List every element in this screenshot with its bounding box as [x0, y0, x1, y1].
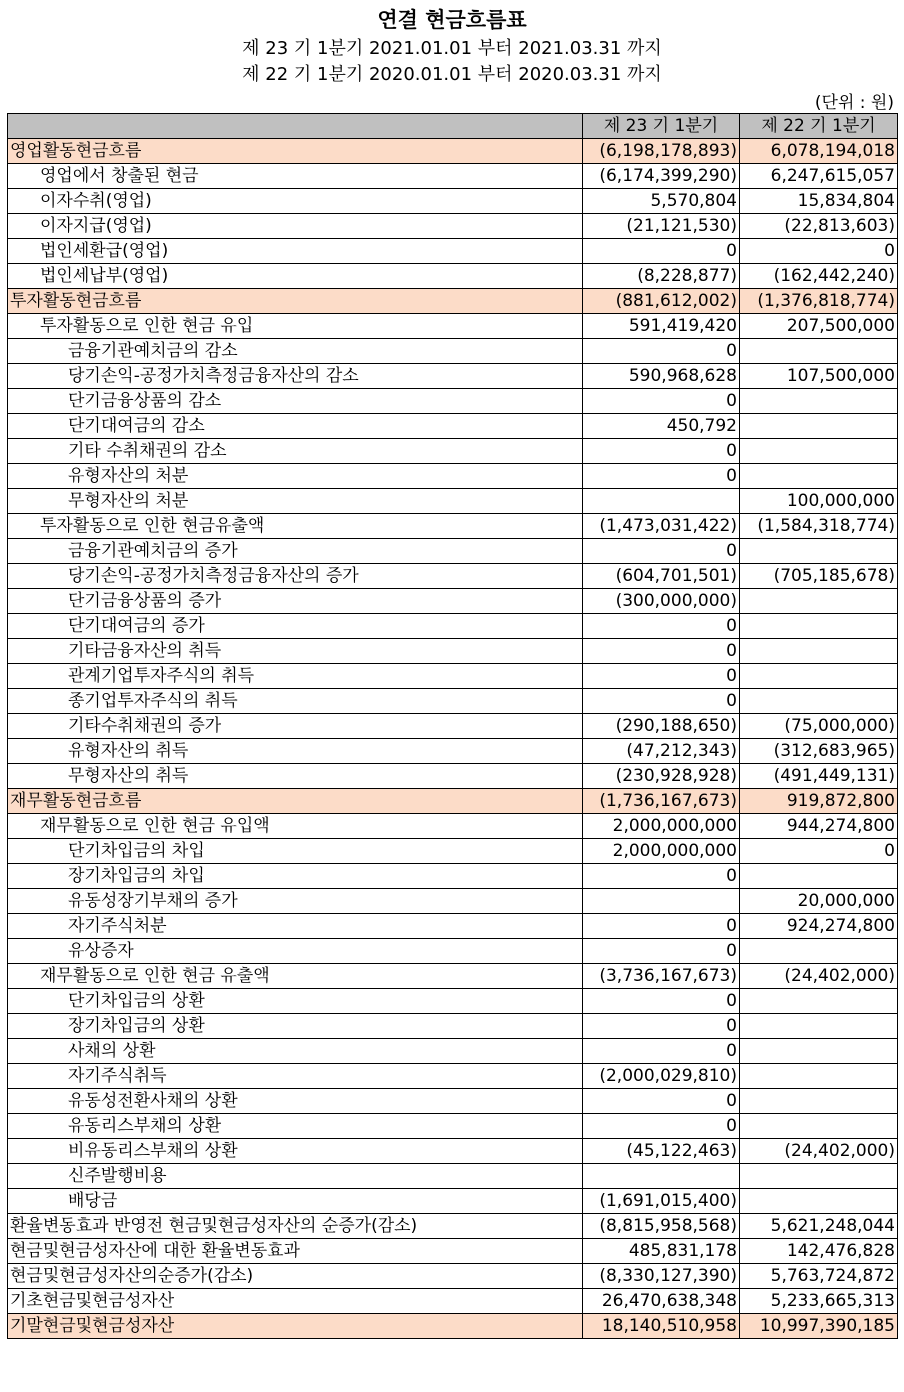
- current-period-value: 0: [583, 864, 740, 889]
- prior-period-value: (24,402,000): [740, 1139, 898, 1164]
- prior-period-value: [740, 464, 898, 489]
- current-period-value: (47,212,343): [583, 739, 740, 764]
- current-period-value: (8,815,958,568): [583, 1214, 740, 1239]
- table-body: [8, 139, 898, 1339]
- prior-period-value: [740, 664, 898, 689]
- table-row: [8, 739, 898, 764]
- current-period-value: (2,000,029,810): [583, 1064, 740, 1089]
- current-period-value: (1,473,031,422): [583, 514, 740, 539]
- table-row: [8, 1289, 898, 1314]
- row-label: 유동리스부채의 상환: [8, 1114, 583, 1139]
- current-period-value: 0: [583, 464, 740, 489]
- row-label: 장기차입금의 차입: [8, 864, 583, 889]
- table-row: [8, 464, 898, 489]
- prior-period-value: [740, 439, 898, 464]
- row-label: 유동성전환사채의 상환: [8, 1089, 583, 1114]
- current-period-value: (1,736,167,673): [583, 789, 740, 814]
- current-period-value: (230,928,928): [583, 764, 740, 789]
- table-row: [8, 239, 898, 264]
- table-row: [8, 989, 898, 1014]
- table-row: [8, 264, 898, 289]
- table-row: [8, 839, 898, 864]
- table-row: [8, 789, 898, 814]
- row-label: 기타수취채권의 증가: [8, 714, 583, 739]
- current-period-value: (6,174,399,290): [583, 164, 740, 189]
- row-label: 영업활동현금흐름: [8, 139, 583, 164]
- prior-period-value: (705,185,678): [740, 564, 898, 589]
- prior-period-value: [740, 864, 898, 889]
- current-period-value: 450,792: [583, 414, 740, 439]
- prior-period-value: [740, 589, 898, 614]
- table-row: [8, 1239, 898, 1264]
- row-label: 무형자산의 취득: [8, 764, 583, 789]
- current-period-value: 0: [583, 439, 740, 464]
- current-period-value: 0: [583, 939, 740, 964]
- unit-label: (단위 : 원): [814, 93, 894, 113]
- cash-flow-table: [7, 113, 898, 1339]
- row-label: 법인세납부(영업): [8, 264, 583, 289]
- current-period-value: 2,000,000,000: [583, 839, 740, 864]
- current-period-value: 2,000,000,000: [583, 814, 740, 839]
- row-label: 투자활동으로 인한 현금유출액: [8, 514, 583, 539]
- prior-period-value: [740, 689, 898, 714]
- table-row: [8, 339, 898, 364]
- prior-period-value: [740, 1014, 898, 1039]
- table-row: [8, 1089, 898, 1114]
- prior-period-value: [740, 539, 898, 564]
- table-row: [8, 614, 898, 639]
- current-period-value: 0: [583, 339, 740, 364]
- prior-period-value: 207,500,000: [740, 314, 898, 339]
- row-label: 단기차입금의 차입: [8, 839, 583, 864]
- prior-period-value: 6,247,615,057: [740, 164, 898, 189]
- prior-period-value: [740, 939, 898, 964]
- prior-period-value: 5,233,665,313: [740, 1289, 898, 1314]
- current-period-value: 0: [583, 614, 740, 639]
- current-period-value: [583, 1164, 740, 1189]
- prior-period-value: 100,000,000: [740, 489, 898, 514]
- prior-period-value: (491,449,131): [740, 764, 898, 789]
- current-period-value: 18,140,510,958: [583, 1314, 740, 1339]
- prior-period-value: (1,376,818,774): [740, 289, 898, 314]
- table-row: [8, 664, 898, 689]
- table-row: [8, 914, 898, 939]
- table-row: [8, 139, 898, 164]
- row-label: 단기대여금의 감소: [8, 414, 583, 439]
- prior-period-value: [740, 1039, 898, 1064]
- row-label: 이자수취(영업): [8, 189, 583, 214]
- row-label: 이자지급(영업): [8, 214, 583, 239]
- current-period-value: (45,122,463): [583, 1139, 740, 1164]
- table-row: [8, 289, 898, 314]
- table-row: [8, 1139, 898, 1164]
- current-period-value: 590,968,628: [583, 364, 740, 389]
- table-row: [8, 189, 898, 214]
- prior-period-value: (22,813,603): [740, 214, 898, 239]
- table-row: [8, 564, 898, 589]
- current-period-value: 0: [583, 914, 740, 939]
- table-header-row: [8, 114, 898, 139]
- row-label: 유형자산의 취득: [8, 739, 583, 764]
- row-label: 단기금융상품의 감소: [8, 389, 583, 414]
- table-row: [8, 1189, 898, 1214]
- current-period-value: (604,701,501): [583, 564, 740, 589]
- header-current-period: 제 23 기 1분기: [583, 114, 740, 139]
- prior-period-value: 142,476,828: [740, 1239, 898, 1264]
- row-label: 재무활동으로 인한 현금 유입액: [8, 814, 583, 839]
- row-label: 기타금융자산의 취득: [8, 639, 583, 664]
- table-row: [8, 414, 898, 439]
- prior-period-value: (1,584,318,774): [740, 514, 898, 539]
- table-row: [8, 1114, 898, 1139]
- prior-period-value: (312,683,965): [740, 739, 898, 764]
- prior-period-value: 107,500,000: [740, 364, 898, 389]
- prior-period-value: 924,274,800: [740, 914, 898, 939]
- current-period-value: 485,831,178: [583, 1239, 740, 1264]
- row-label: 금융기관예치금의 증가: [8, 539, 583, 564]
- row-label: 현금및현금성자산에 대한 환율변동효과: [8, 1239, 583, 1264]
- current-period-value: 0: [583, 389, 740, 414]
- current-period-value: 0: [583, 664, 740, 689]
- document-title: 연결 현금흐름표: [377, 8, 527, 32]
- prior-period-value: [740, 389, 898, 414]
- table-row: [8, 864, 898, 889]
- prior-period-value: 919,872,800: [740, 789, 898, 814]
- row-label: 배당금: [8, 1189, 583, 1214]
- row-label: 환율변동효과 반영전 현금및현금성자산의 순증가(감소): [8, 1214, 583, 1239]
- current-period-value: [583, 489, 740, 514]
- row-label: 영업에서 창출된 현금: [8, 164, 583, 189]
- table-row: [8, 1314, 898, 1339]
- prior-period-value: [740, 989, 898, 1014]
- table-row: [8, 539, 898, 564]
- prior-period-value: [740, 339, 898, 364]
- header-prior-period: 제 22 기 1분기: [740, 114, 898, 139]
- current-period-value: 0: [583, 1089, 740, 1114]
- current-period-value: 0: [583, 1114, 740, 1139]
- current-period-value: (8,330,127,390): [583, 1264, 740, 1289]
- table-row: [8, 814, 898, 839]
- row-label: 당기손익-공정가치측정금융자산의 감소: [8, 364, 583, 389]
- current-period-value: (881,612,002): [583, 289, 740, 314]
- row-label: 기말현금및현금성자산: [8, 1314, 583, 1339]
- prior-period-value: [740, 1164, 898, 1189]
- current-period-value: 0: [583, 1014, 740, 1039]
- current-period-value: 0: [583, 1039, 740, 1064]
- row-label: 자기주식취득: [8, 1064, 583, 1089]
- row-label: 관계기업투자주식의 취득: [8, 664, 583, 689]
- prior-period-value: 5,621,248,044: [740, 1214, 898, 1239]
- row-label: 단기대여금의 증가: [8, 614, 583, 639]
- current-period-value: 5,570,804: [583, 189, 740, 214]
- current-period-value: (8,228,877): [583, 264, 740, 289]
- row-label: 법인세환급(영업): [8, 239, 583, 264]
- table-row: [8, 1064, 898, 1089]
- row-label: 사채의 상환: [8, 1039, 583, 1064]
- current-period-value: 0: [583, 539, 740, 564]
- row-label: 투자활동으로 인한 현금 유입: [8, 314, 583, 339]
- current-period-value: 0: [583, 639, 740, 664]
- current-period-value: [583, 889, 740, 914]
- table-row: [8, 439, 898, 464]
- table-row: [8, 489, 898, 514]
- row-label: 자기주식처분: [8, 914, 583, 939]
- period-prior: 제 22 기 1분기 2020.01.01 부터 2020.03.31 까지: [242, 64, 662, 85]
- prior-period-value: 944,274,800: [740, 814, 898, 839]
- table-row: [8, 889, 898, 914]
- table-row: [8, 1264, 898, 1289]
- current-period-value: (6,198,178,893): [583, 139, 740, 164]
- table-row: [8, 214, 898, 239]
- table-row: [8, 164, 898, 189]
- row-label: 장기차입금의 상환: [8, 1014, 583, 1039]
- row-label: 단기금융상품의 증가: [8, 589, 583, 614]
- row-label: 무형자산의 처분: [8, 489, 583, 514]
- prior-period-value: [740, 614, 898, 639]
- prior-period-value: 5,763,724,872: [740, 1264, 898, 1289]
- table-row: [8, 639, 898, 664]
- row-label: 현금및현금성자산의순증가(감소): [8, 1264, 583, 1289]
- current-period-value: (290,188,650): [583, 714, 740, 739]
- prior-period-value: [740, 414, 898, 439]
- row-label: 비유동리스부채의 상환: [8, 1139, 583, 1164]
- current-period-value: (300,000,000): [583, 589, 740, 614]
- row-label: 유상증자: [8, 939, 583, 964]
- prior-period-value: (24,402,000): [740, 964, 898, 989]
- row-label: 투자활동현금흐름: [8, 289, 583, 314]
- row-label: 당기손익-공정가치측정금융자산의 증가: [8, 564, 583, 589]
- current-period-value: 0: [583, 689, 740, 714]
- header-label-column: [8, 114, 583, 139]
- table-row: [8, 314, 898, 339]
- row-label: 기초현금및현금성자산: [8, 1289, 583, 1314]
- current-period-value: 0: [583, 989, 740, 1014]
- prior-period-value: 10,997,390,185: [740, 1314, 898, 1339]
- row-label: 기타 수취채권의 감소: [8, 439, 583, 464]
- current-period-value: (21,121,530): [583, 214, 740, 239]
- table-row: [8, 689, 898, 714]
- table-row: [8, 1014, 898, 1039]
- prior-period-value: (75,000,000): [740, 714, 898, 739]
- row-label: 금융기관예치금의 감소: [8, 339, 583, 364]
- prior-period-value: 0: [740, 239, 898, 264]
- current-period-value: 591,419,420: [583, 314, 740, 339]
- table-row: [8, 1164, 898, 1189]
- row-label: 유형자산의 처분: [8, 464, 583, 489]
- row-label: 재무활동으로 인한 현금 유출액: [8, 964, 583, 989]
- table-row: [8, 1039, 898, 1064]
- period-current: 제 23 기 1분기 2021.01.01 부터 2021.03.31 까지: [242, 38, 662, 59]
- table-row: [8, 714, 898, 739]
- row-label: 유동성장기부채의 증가: [8, 889, 583, 914]
- prior-period-value: 6,078,194,018: [740, 139, 898, 164]
- current-period-value: (3,736,167,673): [583, 964, 740, 989]
- prior-period-value: [740, 1114, 898, 1139]
- current-period-value: (1,691,015,400): [583, 1189, 740, 1214]
- prior-period-value: 15,834,804: [740, 189, 898, 214]
- prior-period-value: [740, 1089, 898, 1114]
- row-label: 재무활동현금흐름: [8, 789, 583, 814]
- table-row: [8, 939, 898, 964]
- prior-period-value: [740, 1189, 898, 1214]
- table-row: [8, 514, 898, 539]
- prior-period-value: [740, 639, 898, 664]
- row-label: 단기차입금의 상환: [8, 989, 583, 1014]
- table-row: [8, 589, 898, 614]
- current-period-value: 0: [583, 239, 740, 264]
- prior-period-value: 20,000,000: [740, 889, 898, 914]
- prior-period-value: [740, 1064, 898, 1089]
- prior-period-value: 0: [740, 839, 898, 864]
- prior-period-value: (162,442,240): [740, 264, 898, 289]
- table-row: [8, 389, 898, 414]
- table-row: [8, 1214, 898, 1239]
- row-label: 신주발행비용: [8, 1164, 583, 1189]
- table-row: [8, 964, 898, 989]
- table-row: [8, 764, 898, 789]
- current-period-value: 26,470,638,348: [583, 1289, 740, 1314]
- table-row: [8, 364, 898, 389]
- row-label: 종기업투자주식의 취득: [8, 689, 583, 714]
